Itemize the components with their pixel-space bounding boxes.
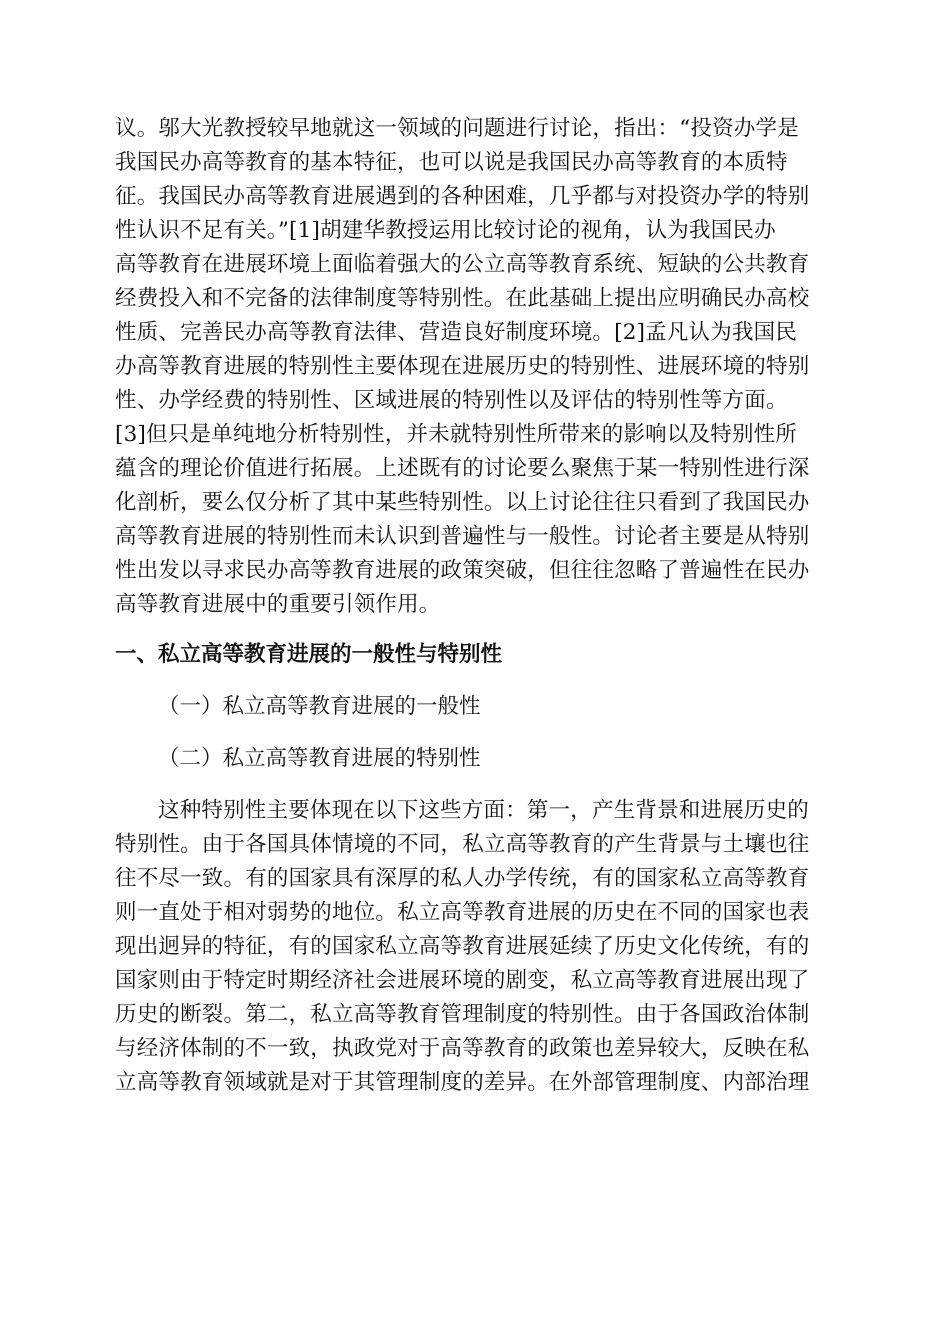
text-line: 性质、完善民办高等教育法律、营造良好制度环境。[2]孟凡认为我国民: [115, 320, 798, 345]
text-line: 往不尽一致。有的国家具有深厚的私人办学传统，有的国家私立高等教育: [115, 866, 810, 891]
subsection-heading: （二）私立高等教育进展的特别性: [158, 746, 481, 771]
text-line: 我国民办高等教育的基本特征，也可以说是我国民办高等教育的本质特: [115, 150, 788, 175]
text-line: [3]但只是单纯地分析特别性，并未就特别性所带来的影响以及特别性所: [115, 422, 798, 447]
text-line: 性出发以寻求民办高等教育进展的政策突破，但往往忽略了普遍性在民办: [115, 558, 810, 583]
text-line: 性认识不足有关。”[1]胡建华教授运用比较讨论的视角，认为我国民办: [115, 218, 776, 243]
text-line: 经费投入和不完备的法律制度等特别性。在此基础上提出应明确民办高校: [115, 286, 810, 311]
text-line: 则一直处于相对弱势的地位。私立高等教育进展的历史在不同的国家也表: [115, 900, 810, 925]
text-line: 蕴含的理论价值进行拓展。上述既有的讨论要么聚焦于某一特别性进行深: [115, 456, 810, 481]
text-line: 立高等教育领域就是对于其管理制度的差异。在外部管理制度、内部治理: [115, 1070, 810, 1095]
text-line: 历史的断裂。第二，私立高等教育管理制度的特别性。由于各国政治体制: [115, 1002, 810, 1027]
text-line: 性、办学经费的特别性、区域进展的特别性以及评估的特别性等方面。: [115, 388, 788, 413]
section-heading: 一、私立高等教育进展的一般性与特别性: [115, 642, 503, 667]
text-line: 征。我国民办高等教育进展遇到的各种困难，几乎都与对投资办学的特别: [115, 184, 810, 209]
text-line: 高等教育在进展环境上面临着强大的公立高等教育系统、短缺的公共教育: [115, 252, 810, 277]
subsection-heading: （一）私立高等教育进展的一般性: [158, 694, 481, 719]
text-line: 特别性。由于各国具体情境的不同，私立高等教育的产生背景与土壤也往: [115, 832, 810, 857]
text-line: 化剖析，要么仅分析了其中某些特别性。以上讨论往往只看到了我国民办: [115, 490, 810, 515]
text-line: 与经济体制的不一致，执政党对于高等教育的政策也差异较大，反映在私: [115, 1036, 810, 1061]
text-line: 国家则由于特定时期经济社会进展环境的剧变，私立高等教育进展出现了: [115, 968, 810, 993]
text-line: 现出迥异的特征，有的国家私立高等教育进展延续了历史文化传统，有的: [115, 934, 810, 959]
text-line: 办高等教育进展的特别性主要体现在进展历史的特别性、进展环境的特别: [115, 354, 810, 379]
text-line: 高等教育进展中的重要引领作用。: [115, 592, 441, 617]
text-line: 这种特别性主要体现在以下这些方面：第一，产生背景和进展历史的: [158, 798, 810, 823]
text-line: 高等教育进展的特别性而未认识到普遍性与一般性。讨论者主要是从特别: [115, 524, 810, 549]
text-line: 议。邬大光教授较早地就这一领域的问题进行讨论，指出：“投资办学是: [115, 116, 799, 141]
